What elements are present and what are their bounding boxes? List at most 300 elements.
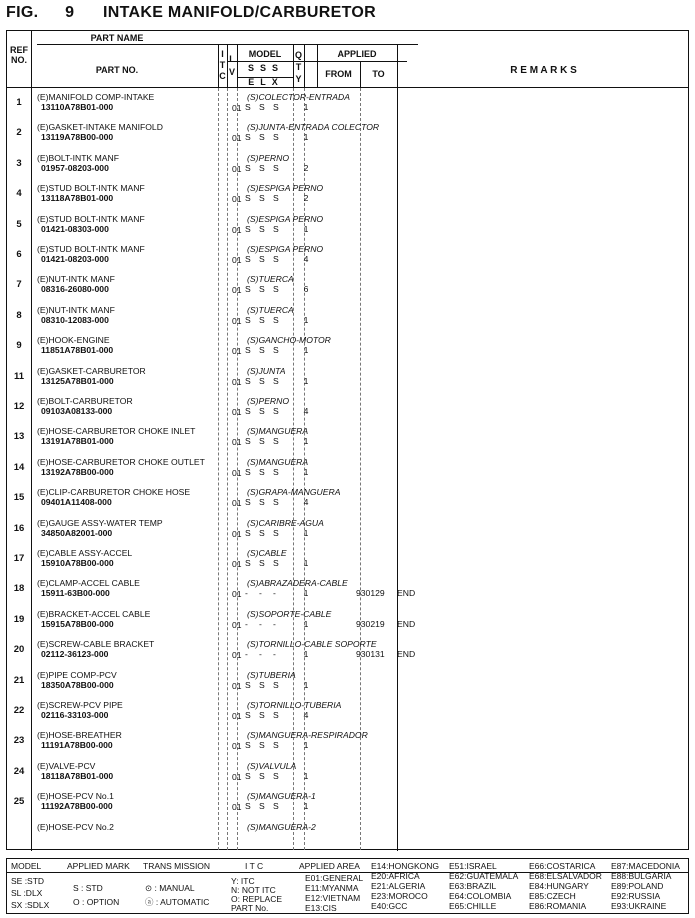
model-sx: S	[273, 527, 279, 538]
part-number: 08310-12083-000	[41, 314, 109, 325]
part-number: 34850A82001-000	[41, 527, 113, 538]
part-name: (E)STUD BOLT-INTK MANF	[37, 183, 145, 194]
model-sx: S	[273, 406, 279, 416]
table-row	[7, 636, 690, 666]
ref-number: 12	[13, 401, 25, 412]
lv-value: 01	[232, 103, 242, 113]
to-header: TO	[372, 69, 385, 79]
spanish-name: (S)TORNILLO-CABLE SOPORTE	[247, 639, 377, 650]
part-name: (E)VALVE-PCV	[37, 760, 96, 771]
spanish-name: (S)MANGUERA-RESPIRADOR	[247, 730, 368, 741]
model-sx: S	[273, 375, 279, 386]
figure-label: FIG.	[6, 4, 39, 21]
table-row	[7, 119, 690, 149]
remarks: END	[397, 618, 416, 629]
lv-value: 01	[232, 224, 242, 235]
part-number: 15911-63B00-000	[41, 588, 110, 599]
ref-number: 3	[16, 157, 22, 169]
ref-number: 20	[13, 644, 25, 656]
quantity: 4	[303, 497, 309, 508]
model-sl: S	[259, 436, 265, 447]
model-se: S	[245, 497, 251, 508]
model-se: S	[245, 193, 251, 204]
applied-header: APPLIED	[337, 49, 377, 59]
table-row	[7, 819, 690, 849]
applied-to: 930129	[356, 588, 385, 599]
ref-number: 25	[13, 796, 25, 808]
part-number: 11191A78B00-000	[41, 740, 113, 751]
model-se: S	[245, 254, 251, 264]
ref-number: 13	[13, 431, 25, 443]
part-number: 13191A78B01-000	[41, 436, 114, 447]
figure-number: 9	[65, 4, 75, 21]
model-se: S	[245, 345, 251, 356]
model-se: S	[245, 223, 251, 234]
model-applicability	[245, 132, 287, 142]
part-name: (E)BOLT-CARBURETOR	[37, 396, 133, 406]
part-name: (E)HOSE-CARBURETOR CHOKE INLET	[37, 426, 196, 437]
ref-number: 23	[13, 735, 25, 747]
model-sx: S	[273, 132, 279, 143]
model-applicability	[245, 254, 287, 264]
legend-transmission-label: TRANS MISSION	[143, 861, 211, 871]
applied-to: 930131	[356, 649, 385, 660]
part-name: (E)HOSE-CARBURETOR CHOKE OUTLET	[37, 456, 205, 467]
table-row	[7, 454, 690, 484]
model-sx: S	[273, 254, 279, 264]
model-sl: S	[259, 162, 265, 173]
lv-value: 01	[232, 255, 242, 265]
part-number: 01421-08303-000	[41, 223, 109, 234]
legend-itc-label: I T C	[245, 861, 264, 871]
table-row	[7, 697, 690, 727]
table-row	[7, 727, 690, 757]
spanish-name: (S)PERNO	[247, 152, 290, 163]
spanish-name: (S)ESPIGA PERNO	[247, 213, 324, 224]
legend-areas-col2: E14:HONGKONG E20:AFRICA E21:ALGERIA E23:MOROCO E40:GCC	[371, 861, 440, 911]
model-sl: S	[259, 497, 265, 508]
part-name: (E)HOSE-PCV No.1	[37, 791, 114, 802]
model-applicability	[245, 680, 287, 690]
legend-transmissions: ⊙ : MANUAL ⓐ : AUTOMATIC	[145, 883, 210, 907]
model-sl: S	[259, 740, 265, 751]
model-se: S	[245, 132, 251, 143]
spanish-name: (S)MANGUERA	[247, 426, 309, 437]
quantity: 4	[303, 710, 309, 720]
ref-no-header: REF NO.	[10, 45, 28, 65]
model-sx: S	[273, 345, 279, 356]
model-applicability	[245, 832, 287, 842]
quantity: 4	[303, 254, 309, 264]
table-row	[7, 211, 690, 241]
part-name: (E)PIPE COMP-PCV	[37, 669, 117, 680]
ref-number: 14	[13, 461, 25, 473]
spanish-name: (S)PERNO	[247, 396, 290, 406]
model-sl: S	[259, 132, 265, 143]
model-sl: -	[259, 588, 262, 599]
table-row	[7, 575, 690, 605]
lv-value: 01	[232, 346, 242, 357]
model-se: S	[245, 527, 251, 538]
model-se: S	[245, 162, 251, 173]
model-applicability	[245, 406, 287, 416]
model-sl: S	[259, 375, 265, 386]
remarks-header: R E M A R K S	[510, 65, 577, 76]
parts-table	[6, 30, 689, 850]
lv-value: 01	[232, 163, 242, 174]
lv-value: 01	[232, 376, 242, 387]
model-sx: S	[273, 558, 279, 568]
model-se: S	[245, 406, 251, 416]
model-applicability	[245, 467, 287, 477]
model-sl: S	[259, 801, 265, 812]
quantity: 1	[303, 223, 309, 234]
model-applicability	[245, 224, 287, 234]
model-applicability	[245, 163, 287, 173]
part-name: (E)HOSE-BREATHER	[37, 730, 122, 741]
model-header: MODEL	[248, 49, 282, 59]
model-se: S	[245, 314, 251, 325]
remarks: END	[397, 649, 416, 660]
part-number: 15915A78B00-000	[41, 618, 114, 629]
model-applicability	[245, 284, 287, 294]
table-row	[7, 606, 690, 636]
model-sl: S	[259, 102, 265, 112]
legend-model-label: MODEL	[11, 861, 42, 871]
spanish-name: (S)CABLE	[247, 548, 287, 558]
spanish-name: (S)TUERCA	[247, 304, 294, 315]
ref-number: 18	[13, 583, 25, 595]
model-sl: S	[259, 558, 265, 568]
spanish-name: (S)GRAPA-MANGUERA	[247, 487, 341, 498]
part-name: (E)CLIP-CARBURETOR CHOKE HOSE	[37, 487, 191, 498]
lv-value: 01	[232, 741, 242, 752]
ref-number: 7	[16, 279, 22, 291]
part-name: (E)HOOK-ENGINE	[37, 335, 110, 346]
table-row	[7, 241, 690, 271]
model-applicability	[245, 771, 287, 781]
quantity: 1	[303, 740, 309, 751]
lv-value: 01	[232, 498, 242, 509]
model-sx: S	[273, 740, 279, 751]
part-name: (E)NUT-INTK MANF	[37, 274, 115, 285]
page-title	[6, 4, 376, 22]
table-row	[7, 363, 690, 393]
model-sx: S	[273, 436, 279, 447]
spanish-name: (S)MANGUERA-2	[247, 821, 316, 832]
spanish-name: (S)ESPIGA PERNO	[247, 244, 324, 254]
part-name: (E)BRACKET-ACCEL CABLE	[37, 608, 151, 619]
model-sx: S	[273, 466, 279, 477]
model-se: -	[245, 649, 248, 660]
lv-value: 01	[232, 437, 242, 448]
ref-number: 8	[16, 309, 22, 321]
legend-marks: S : STD O : OPTION	[73, 883, 120, 907]
quantity: 1	[303, 618, 309, 629]
model-sl: S	[259, 284, 265, 295]
quantity: 1	[303, 466, 309, 477]
spanish-name: (S)GANCHO-MOTOR	[247, 335, 331, 346]
model-se: S	[245, 284, 251, 295]
ref-number: 22	[13, 705, 25, 716]
itc-header: I T C	[219, 49, 226, 81]
part-number: 11851A78B01-000	[41, 345, 114, 356]
lv-value: 01	[232, 802, 242, 813]
quantity: 1	[303, 588, 309, 599]
table-row	[7, 788, 690, 818]
table-row	[7, 180, 690, 210]
legend-models: SE :STD SL :DLX SX :SDLX	[11, 876, 50, 910]
model-se: -	[245, 618, 248, 629]
part-name: (E)STUD BOLT-INTK MANF	[37, 213, 145, 224]
part-number: 02116-33103-000	[41, 710, 109, 720]
lv-value: 01	[232, 589, 242, 600]
part-number: 11192A78B00-000	[41, 801, 113, 812]
quantity: 1	[303, 345, 309, 356]
model-sl: S	[259, 314, 265, 325]
ref-number: 4	[16, 188, 22, 200]
model-sx: -	[273, 588, 276, 599]
spanish-name: (S)ESPIGA PERNO	[247, 183, 324, 194]
part-name: (E)SCREW-PCV PIPE	[37, 700, 123, 710]
model-sx: S	[273, 223, 279, 234]
legend-areas-col4: E66:COSTARICA E68:ELSALVADOR E84:HUNGARY E85:CZECH E86:ROMANIA	[529, 861, 602, 911]
model-sx: S	[273, 102, 279, 112]
part-name: (E)SCREW-CABLE BRACKET	[37, 639, 155, 650]
ref-number: 21	[13, 674, 25, 686]
model-sl: S	[259, 527, 265, 538]
table-row	[7, 150, 690, 180]
remarks: END	[397, 588, 416, 599]
model-applicability	[245, 345, 287, 355]
lv-value: 01	[232, 194, 242, 205]
spanish-name: (S)MANGUERA	[247, 456, 309, 467]
model-applicability	[245, 102, 287, 112]
part-name: (E)CLAMP-ACCEL CABLE	[37, 578, 140, 589]
ref-number: 17	[13, 553, 25, 564]
spanish-name: (S)MANGUERA-1	[247, 791, 316, 802]
lv-value: 01	[232, 680, 242, 691]
model-sl: S	[259, 406, 265, 416]
part-name: (E)CABLE ASSY-ACCEL	[37, 548, 133, 558]
table-row	[7, 393, 690, 423]
model-sx: S	[273, 162, 279, 173]
spanish-name: (S)JUNTA-ENTRADA COLECTOR	[247, 122, 380, 133]
ref-number: 19	[13, 613, 25, 625]
table-row	[7, 545, 690, 575]
ref-number: 16	[13, 522, 25, 534]
quantity: 1	[303, 436, 309, 447]
table-row	[7, 332, 690, 362]
legend-areas-col3: E51:ISRAEL E62:GUATEMALA E63:BRAZIL E64:COLOMBIA E65:CHILLE	[449, 861, 519, 911]
ref-number: 1	[16, 97, 22, 108]
model-applicability	[245, 376, 287, 386]
part-number: 02112-36123-000	[41, 649, 109, 660]
model-sl: S	[259, 223, 265, 234]
lv-value: 01	[232, 771, 242, 782]
lv-value: 01	[232, 285, 242, 296]
model-applicability	[245, 558, 287, 568]
part-number: 13118A78B01-000	[41, 193, 114, 204]
ref-number: 2	[16, 127, 22, 139]
lv-value: 01	[232, 559, 242, 569]
model-sl: S	[259, 770, 265, 781]
part-name: (E)NUT-INTK MANF	[37, 304, 115, 315]
model-se: S	[245, 375, 251, 386]
lv-value: 01	[232, 619, 242, 630]
part-number: 13119A78B00-000	[41, 132, 114, 143]
part-name: (E)STUD BOLT-INTK MANF	[37, 244, 145, 254]
model-applicability	[245, 801, 287, 811]
legend-applied-mark-label: APPLIED MARK	[67, 861, 130, 871]
quantity: 1	[303, 375, 309, 386]
ref-number: 24	[13, 765, 25, 777]
ref-number: 11	[13, 370, 25, 382]
spanish-name: (S)TORNILLO-TUBERIA	[247, 700, 342, 710]
model-applicability	[245, 649, 287, 659]
quantity: 1	[303, 558, 309, 568]
part-name: (E)MANIFOLD COMP-INTAKE	[37, 92, 155, 102]
part-number: 13192A78B00-000	[41, 466, 114, 477]
legend-areas-col1: E01:GENERAL E11:MYANMA E12:VIETNAM E13:CIS	[305, 873, 364, 913]
spanish-name: (S)TUBERIA	[247, 669, 296, 680]
spanish-name: (S)CARIBRE-AGUA	[247, 517, 324, 528]
model-cols-header: SSS	[247, 63, 285, 73]
model-applicability	[245, 528, 287, 538]
part-no-header: PART NO.	[95, 65, 139, 75]
part-number: 15910A78B00-000	[41, 558, 114, 568]
part-number: 08316-26080-000	[41, 284, 109, 295]
table-row	[7, 758, 690, 788]
model-sl: S	[259, 345, 265, 356]
part-number: 01957-08203-000	[41, 162, 109, 173]
lv-value: 01	[232, 711, 242, 721]
table-row	[7, 484, 690, 514]
part-number: 13125A78B01-000	[41, 375, 114, 386]
model-se: -	[245, 588, 248, 599]
model-sl: S	[259, 679, 265, 690]
spanish-name: (S)ABRAZADERA-CABLE	[247, 578, 348, 589]
model-se: S	[245, 770, 251, 781]
quantity: 1	[303, 314, 309, 325]
applied-to: 930219	[356, 618, 385, 629]
table-row	[7, 515, 690, 545]
quantity: 1	[303, 770, 309, 781]
model-sx: S	[273, 193, 279, 204]
model-sx: S	[273, 710, 279, 720]
part-name-header: PART NAME	[90, 33, 144, 43]
model-se: S	[245, 558, 251, 568]
table-row	[7, 423, 690, 453]
quantity: 6	[303, 284, 309, 295]
model-sx: S	[273, 314, 279, 325]
ref-number: 5	[16, 218, 22, 230]
part-name: (E)GASKET-CARBURETOR	[37, 365, 146, 376]
model-sl: -	[259, 649, 262, 660]
model-sx: -	[273, 618, 276, 629]
table-row	[7, 89, 690, 119]
quantity: 1	[303, 649, 309, 660]
model-cols2-header: ELX	[248, 77, 284, 87]
model-se: S	[245, 102, 251, 112]
part-name: (E)GAUGE ASSY-WATER TEMP	[37, 517, 163, 528]
model-se: S	[245, 801, 251, 812]
lv-header: L V	[228, 54, 235, 77]
lv-value: 01	[232, 650, 242, 661]
legend-applied-area-label: APPLIED AREA	[299, 861, 360, 871]
part-number: 13110A78B01-000	[41, 102, 114, 112]
legend-box	[6, 858, 689, 914]
model-se: S	[245, 740, 251, 751]
part-number: 09103A08133-000	[41, 406, 113, 416]
model-applicability	[245, 710, 287, 720]
model-sl: S	[259, 254, 265, 264]
spanish-name: (S)VALVULA	[247, 760, 297, 771]
ref-number: 15	[13, 492, 25, 504]
part-name: (E)HOSE-PCV No.2	[37, 821, 114, 832]
part-number: 18350A78B00-000	[41, 679, 114, 690]
model-sl: S	[259, 466, 265, 477]
spanish-name: (S)JUNTA	[247, 365, 286, 376]
model-se: S	[245, 710, 251, 720]
table-row	[7, 667, 690, 697]
from-header: FROM	[325, 69, 352, 79]
part-number: 18118A78B01-000	[41, 770, 114, 781]
legend-itc-values: Y: ITC N: NOT ITC O: REPLACE PART No.	[231, 876, 283, 913]
part-number: 09401A11408-000	[41, 497, 112, 508]
quantity: 4	[303, 406, 309, 416]
spanish-name: (S)TUERCA	[247, 274, 294, 285]
model-sx: S	[273, 284, 279, 295]
model-sx: -	[273, 649, 276, 660]
model-applicability	[245, 497, 287, 507]
quantity: 1	[303, 102, 309, 112]
quantity: 1	[303, 679, 309, 690]
quantity: 1	[303, 527, 309, 538]
lv-value: 01	[232, 133, 242, 144]
model-applicability	[245, 588, 287, 598]
ref-number: 9	[16, 340, 22, 352]
qty-header: Q T Y	[294, 50, 302, 84]
ref-number: 6	[16, 249, 22, 260]
spanish-name: (S)SOPORTE-CABLE	[247, 608, 332, 619]
model-sl: -	[259, 618, 262, 629]
model-se: S	[245, 466, 251, 477]
lv-value: 01	[232, 528, 242, 539]
model-sx: S	[273, 679, 279, 690]
model-sl: S	[259, 710, 265, 720]
quantity: 2	[303, 162, 309, 173]
spanish-name: (S)COLECTOR-ENTRADA	[247, 92, 350, 102]
model-applicability	[245, 740, 287, 750]
legend-areas-col5: E87:MACEDONIA E88:BULGARIA E89:POLAND E92:RUSSIA E93:UKRAINE	[611, 861, 680, 911]
table-row	[7, 271, 690, 301]
model-sl: S	[259, 193, 265, 204]
part-number: 01421-08203-000	[41, 254, 109, 264]
model-applicability	[245, 193, 287, 203]
part-name: (E)GASKET-INTAKE MANIFOLD	[37, 122, 163, 133]
model-applicability	[245, 619, 287, 629]
figure-title: INTAKE MANIFOLD/CARBURETOR	[103, 4, 376, 21]
model-applicability	[245, 436, 287, 446]
model-applicability	[245, 315, 287, 325]
model-se: S	[245, 436, 251, 447]
model-se: S	[245, 679, 251, 690]
model-sx: S	[273, 801, 279, 812]
quantity: 2	[303, 193, 309, 204]
lv-value: 01	[232, 467, 242, 478]
model-sx: S	[273, 497, 279, 508]
